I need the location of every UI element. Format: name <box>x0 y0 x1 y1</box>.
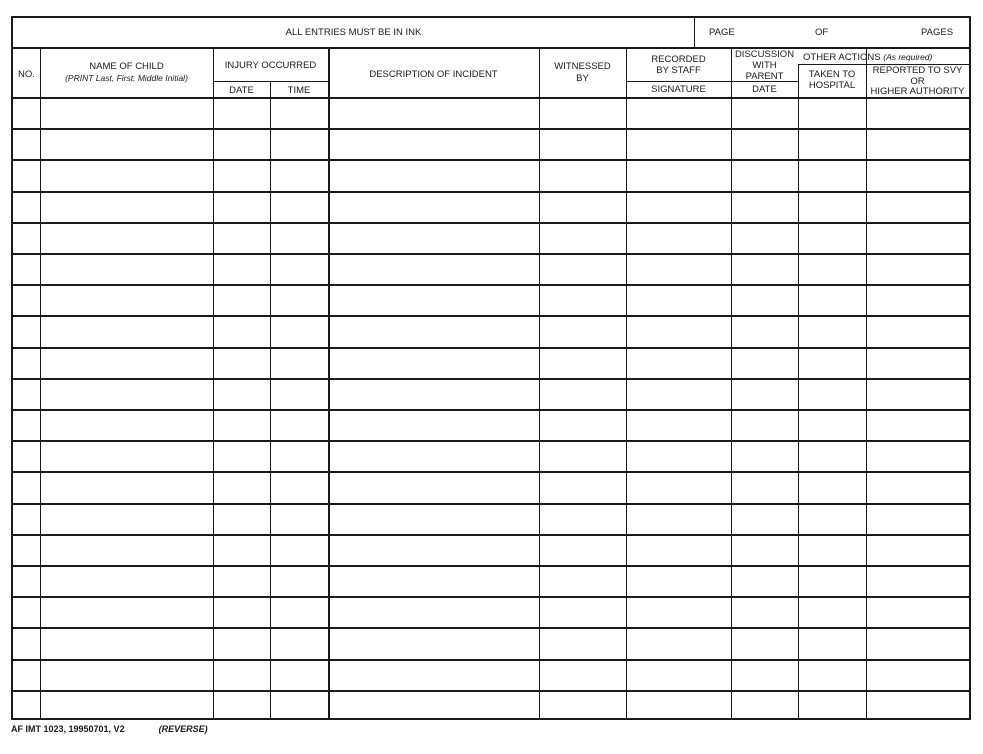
time-cell[interactable] <box>272 100 326 126</box>
header-reported-or: OR <box>910 76 925 87</box>
column-line <box>40 47 41 718</box>
no-cell[interactable] <box>15 506 38 532</box>
discussion-date-cell[interactable] <box>733 599 796 625</box>
taken-to-hospital-cell[interactable] <box>800 225 864 251</box>
description-cell[interactable] <box>330 381 537 407</box>
row-line <box>13 159 969 161</box>
column-line <box>731 47 732 718</box>
date-cell[interactable] <box>215 318 268 344</box>
page-number-field[interactable] <box>743 21 809 45</box>
recorded-subdivider <box>626 81 798 82</box>
date-cell[interactable] <box>215 287 268 313</box>
date-cell[interactable] <box>215 693 268 719</box>
name-cell[interactable] <box>42 474 211 500</box>
witnessed-cell[interactable] <box>541 131 624 157</box>
description-cell[interactable] <box>330 693 537 719</box>
reported-authority-cell[interactable] <box>868 194 967 220</box>
page-label: PAGE <box>709 27 735 38</box>
discussion-date-cell[interactable] <box>733 100 796 126</box>
witnessed-cell[interactable] <box>541 194 624 220</box>
reported-authority-cell[interactable] <box>868 381 967 407</box>
witnessed-cell[interactable] <box>541 256 624 282</box>
time-cell[interactable] <box>272 194 326 220</box>
date-cell[interactable] <box>215 443 268 469</box>
header-date: DATE <box>229 85 254 96</box>
description-cell[interactable] <box>330 350 537 376</box>
time-cell[interactable] <box>272 225 326 251</box>
discussion-date-cell[interactable] <box>733 412 796 438</box>
header-signature: SIGNATURE <box>651 84 706 95</box>
taken-to-hospital-cell[interactable] <box>800 287 864 313</box>
name-cell[interactable] <box>42 630 211 656</box>
time-cell[interactable] <box>272 537 326 563</box>
reported-authority-cell[interactable] <box>868 225 967 251</box>
row-line <box>13 659 969 661</box>
recorded-signature-cell[interactable] <box>628 318 729 344</box>
reported-authority-cell[interactable] <box>868 412 967 438</box>
date-cell[interactable] <box>215 474 268 500</box>
taken-to-hospital-cell[interactable] <box>800 131 864 157</box>
header-other-actions: OTHER ACTIONS (As required) <box>803 52 933 63</box>
taken-to-hospital-cell[interactable] <box>800 162 864 188</box>
witnessed-cell[interactable] <box>541 474 624 500</box>
row-line <box>13 347 969 349</box>
time-cell[interactable] <box>272 443 326 469</box>
reported-authority-cell[interactable] <box>868 693 967 719</box>
taken-to-hospital-cell[interactable] <box>800 443 864 469</box>
date-cell[interactable] <box>215 225 268 251</box>
witnessed-cell[interactable] <box>541 443 624 469</box>
no-cell[interactable] <box>15 381 38 407</box>
taken-to-hospital-cell[interactable] <box>800 194 864 220</box>
reported-authority-cell[interactable] <box>868 568 967 594</box>
header-taken-to: TAKEN TO <box>808 69 856 80</box>
taken-to-hospital-cell[interactable] <box>800 381 864 407</box>
date-cell[interactable] <box>215 599 268 625</box>
name-cell[interactable] <box>42 537 211 563</box>
name-cell[interactable] <box>42 256 211 282</box>
header-name-note: (PRINT Last, First, Middle Initial) <box>65 73 188 83</box>
row-line <box>13 222 969 224</box>
no-cell[interactable] <box>15 443 38 469</box>
row-line <box>13 565 969 567</box>
description-cell[interactable] <box>330 662 537 688</box>
description-cell[interactable] <box>330 474 537 500</box>
no-cell[interactable] <box>15 474 38 500</box>
no-cell[interactable] <box>15 194 38 220</box>
date-cell[interactable] <box>215 162 268 188</box>
witnessed-cell[interactable] <box>541 318 624 344</box>
header-recorded-by: BY STAFF <box>656 65 701 76</box>
description-cell[interactable] <box>330 100 537 126</box>
row-line <box>13 596 969 598</box>
no-cell[interactable] <box>15 568 38 594</box>
witnessed-cell[interactable] <box>541 506 624 532</box>
name-cell[interactable] <box>42 662 211 688</box>
header-as-required: (As required) <box>883 52 933 62</box>
recorded-signature-cell[interactable] <box>628 100 729 126</box>
row-line <box>13 440 969 442</box>
name-cell[interactable] <box>42 568 211 594</box>
row-line <box>13 690 969 692</box>
time-cell[interactable] <box>272 131 326 157</box>
header-discussion-date: DATE <box>752 84 777 95</box>
name-cell[interactable] <box>42 443 211 469</box>
recorded-signature-cell[interactable] <box>628 194 729 220</box>
taken-to-hospital-cell[interactable] <box>800 506 864 532</box>
column-line <box>626 47 627 718</box>
witnessed-cell[interactable] <box>541 599 624 625</box>
row-line <box>13 253 969 255</box>
header-reported-authority: HIGHER AUTHORITY <box>870 86 965 97</box>
witnessed-cell[interactable] <box>541 412 624 438</box>
taken-to-hospital-cell[interactable] <box>800 662 864 688</box>
discussion-date-cell[interactable] <box>733 318 796 344</box>
time-cell[interactable] <box>272 506 326 532</box>
name-cell[interactable] <box>42 599 211 625</box>
recorded-signature-cell[interactable] <box>628 662 729 688</box>
discussion-date-cell[interactable] <box>733 474 796 500</box>
discussion-date-cell[interactable] <box>733 287 796 313</box>
witnessed-cell[interactable] <box>541 693 624 719</box>
date-cell[interactable] <box>215 194 268 220</box>
header-name: NAME OF CHILD <box>89 61 164 72</box>
incident-log-form <box>11 16 971 720</box>
no-cell[interactable] <box>15 693 38 719</box>
header-description: DESCRIPTION OF INCIDENT <box>369 69 498 80</box>
name-cell[interactable] <box>42 131 211 157</box>
reported-authority-cell[interactable] <box>868 662 967 688</box>
no-cell[interactable] <box>15 537 38 563</box>
witnessed-cell[interactable] <box>541 537 624 563</box>
witnessed-cell[interactable] <box>541 287 624 313</box>
reported-authority-cell[interactable] <box>868 318 967 344</box>
name-cell[interactable] <box>42 412 211 438</box>
other-actions-subdivider <box>798 64 969 65</box>
row-line <box>13 315 969 317</box>
name-cell[interactable] <box>42 506 211 532</box>
date-cell[interactable] <box>215 256 268 282</box>
time-cell[interactable] <box>272 599 326 625</box>
taken-to-hospital-cell[interactable] <box>800 350 864 376</box>
header-time: TIME <box>287 85 311 96</box>
description-cell[interactable] <box>330 318 537 344</box>
description-cell[interactable] <box>330 506 537 532</box>
no-cell[interactable] <box>15 131 38 157</box>
witnessed-cell[interactable] <box>541 568 624 594</box>
discussion-date-cell[interactable] <box>733 443 796 469</box>
recorded-signature-cell[interactable] <box>628 131 729 157</box>
reported-authority-cell[interactable] <box>868 100 967 126</box>
ink-notice: ALL ENTRIES MUST BE IN INK <box>285 27 422 38</box>
date-cell[interactable] <box>215 662 268 688</box>
header-witnessed-by: BY <box>576 73 589 84</box>
reported-authority-cell[interactable] <box>868 350 967 376</box>
form-footer <box>11 724 208 734</box>
recorded-signature-cell[interactable] <box>628 568 729 594</box>
discussion-date-cell[interactable] <box>733 225 796 251</box>
witnessed-cell[interactable] <box>541 350 624 376</box>
row-line <box>13 284 969 286</box>
discussion-date-cell[interactable] <box>733 630 796 656</box>
row-line <box>13 534 969 536</box>
no-cell[interactable] <box>15 256 38 282</box>
header-taken-hospital: HOSPITAL <box>808 80 856 91</box>
date-cell[interactable] <box>215 381 268 407</box>
header-taken-divider <box>798 64 799 97</box>
recorded-signature-cell[interactable] <box>628 381 729 407</box>
no-cell[interactable] <box>15 318 38 344</box>
description-cell[interactable] <box>330 131 537 157</box>
name-cell[interactable] <box>42 350 211 376</box>
taken-to-hospital-cell[interactable] <box>800 537 864 563</box>
name-cell[interactable] <box>42 693 211 719</box>
row-line <box>13 409 969 411</box>
description-cell[interactable] <box>330 443 537 469</box>
header-injury: INJURY OCCURRED <box>224 60 317 71</box>
name-cell[interactable] <box>42 225 211 251</box>
witnessed-cell[interactable] <box>541 381 624 407</box>
header-discussion: DISCUSSION <box>734 49 795 60</box>
reported-authority-cell[interactable] <box>868 537 967 563</box>
recorded-signature-cell[interactable] <box>628 630 729 656</box>
discussion-date-cell[interactable] <box>733 662 796 688</box>
witnessed-cell[interactable] <box>541 100 624 126</box>
description-cell[interactable] <box>330 568 537 594</box>
no-cell[interactable] <box>15 599 38 625</box>
column-line <box>213 47 214 718</box>
taken-to-hospital-cell[interactable] <box>800 474 864 500</box>
recorded-signature-cell[interactable] <box>628 287 729 313</box>
discussion-date-cell[interactable] <box>733 131 796 157</box>
taken-to-hospital-cell[interactable] <box>800 318 864 344</box>
taken-to-hospital-cell[interactable] <box>800 412 864 438</box>
description-cell[interactable] <box>330 162 537 188</box>
recorded-signature-cell[interactable] <box>628 537 729 563</box>
discussion-date-cell[interactable] <box>733 506 796 532</box>
recorded-signature-cell[interactable] <box>628 506 729 532</box>
no-cell[interactable] <box>15 662 38 688</box>
description-cell[interactable] <box>330 537 537 563</box>
date-cell[interactable] <box>215 630 268 656</box>
discussion-date-cell[interactable] <box>733 162 796 188</box>
pages-label: PAGES <box>921 27 954 38</box>
witnessed-cell[interactable] <box>541 662 624 688</box>
time-cell[interactable] <box>272 318 326 344</box>
description-cell[interactable] <box>330 412 537 438</box>
recorded-signature-cell[interactable] <box>628 256 729 282</box>
discussion-date-cell[interactable] <box>733 381 796 407</box>
header-reported: REPORTED TO SVY <box>872 65 963 76</box>
discussion-date-cell[interactable] <box>733 194 796 220</box>
reported-authority-cell[interactable] <box>868 443 967 469</box>
description-cell[interactable] <box>330 630 537 656</box>
description-cell[interactable] <box>330 194 537 220</box>
taken-to-hospital-cell[interactable] <box>800 568 864 594</box>
discussion-date-cell[interactable] <box>733 256 796 282</box>
row-line <box>13 191 969 193</box>
description-cell[interactable] <box>330 599 537 625</box>
reported-authority-cell[interactable] <box>868 474 967 500</box>
header-no: NO. <box>18 69 35 80</box>
reported-authority-cell[interactable] <box>868 256 967 282</box>
form-side: (REVERSE) <box>158 724 208 734</box>
no-cell[interactable] <box>15 350 38 376</box>
recorded-signature-cell[interactable] <box>628 693 729 719</box>
column-line <box>539 47 540 718</box>
recorded-signature-cell[interactable] <box>628 443 729 469</box>
date-cell[interactable] <box>215 131 268 157</box>
recorded-signature-cell[interactable] <box>628 350 729 376</box>
recorded-signature-cell[interactable] <box>628 162 729 188</box>
name-cell[interactable] <box>42 318 211 344</box>
description-cell[interactable] <box>330 287 537 313</box>
time-cell[interactable] <box>272 662 326 688</box>
taken-to-hospital-cell[interactable] <box>800 100 864 126</box>
description-cell[interactable] <box>330 225 537 251</box>
taken-to-hospital-cell[interactable] <box>800 599 864 625</box>
description-cell[interactable] <box>330 256 537 282</box>
no-cell[interactable] <box>15 225 38 251</box>
date-cell[interactable] <box>215 568 268 594</box>
column-line <box>328 47 330 718</box>
discussion-date-cell[interactable] <box>733 693 796 719</box>
time-cell[interactable] <box>272 412 326 438</box>
header-discussion-parent: PARENT <box>745 71 784 82</box>
no-cell[interactable] <box>15 162 38 188</box>
date-cell[interactable] <box>215 412 268 438</box>
discussion-date-cell[interactable] <box>733 537 796 563</box>
date-cell[interactable] <box>215 100 268 126</box>
time-cell[interactable] <box>272 287 326 313</box>
taken-to-hospital-cell[interactable] <box>800 630 864 656</box>
of-label: OF <box>815 27 829 38</box>
header-witnessed: WITNESSED <box>554 61 611 72</box>
header-discussion-with: WITH <box>752 60 777 71</box>
reported-authority-cell[interactable] <box>868 599 967 625</box>
reported-authority-cell[interactable] <box>868 630 967 656</box>
time-cell[interactable] <box>272 256 326 282</box>
row-line <box>13 627 969 629</box>
no-cell[interactable] <box>15 100 38 126</box>
row-line <box>13 378 969 380</box>
no-cell[interactable] <box>15 630 38 656</box>
name-cell[interactable] <box>42 100 211 126</box>
time-cell[interactable] <box>272 474 326 500</box>
name-cell[interactable] <box>42 287 211 313</box>
date-cell[interactable] <box>215 537 268 563</box>
row-line <box>13 128 969 130</box>
header-recorded: RECORDED <box>651 54 706 65</box>
witnessed-cell[interactable] <box>541 225 624 251</box>
reported-authority-cell[interactable] <box>868 506 967 532</box>
time-cell[interactable] <box>272 693 326 719</box>
band-divider <box>13 47 969 49</box>
date-cell[interactable] <box>215 350 268 376</box>
total-pages-field[interactable] <box>835 21 915 45</box>
reported-authority-cell[interactable] <box>868 287 967 313</box>
recorded-signature-cell[interactable] <box>628 412 729 438</box>
time-cell[interactable] <box>272 381 326 407</box>
no-cell[interactable] <box>15 412 38 438</box>
reported-authority-cell[interactable] <box>868 162 967 188</box>
taken-to-hospital-cell[interactable] <box>800 256 864 282</box>
witnessed-cell[interactable] <box>541 162 624 188</box>
time-cell[interactable] <box>272 568 326 594</box>
no-cell[interactable] <box>15 287 38 313</box>
time-cell[interactable] <box>272 350 326 376</box>
recorded-signature-cell[interactable] <box>628 474 729 500</box>
witnessed-cell[interactable] <box>541 630 624 656</box>
header-date-time-divider <box>270 81 271 97</box>
reported-authority-cell[interactable] <box>868 131 967 157</box>
row-line <box>13 503 969 505</box>
recorded-signature-cell[interactable] <box>628 599 729 625</box>
column-line <box>866 47 867 718</box>
row-line <box>13 471 969 473</box>
discussion-date-cell[interactable] <box>733 568 796 594</box>
date-cell[interactable] <box>215 506 268 532</box>
name-cell[interactable] <box>42 381 211 407</box>
discussion-date-cell[interactable] <box>733 350 796 376</box>
row-line <box>13 97 969 99</box>
time-cell[interactable] <box>272 162 326 188</box>
name-cell[interactable] <box>42 162 211 188</box>
taken-to-hospital-cell[interactable] <box>800 693 864 719</box>
recorded-signature-cell[interactable] <box>628 225 729 251</box>
name-cell[interactable] <box>42 194 211 220</box>
page-divider <box>694 18 695 48</box>
form-id: AF IMT 1023, 19950701, V2 <box>11 724 125 734</box>
time-cell[interactable] <box>272 630 326 656</box>
